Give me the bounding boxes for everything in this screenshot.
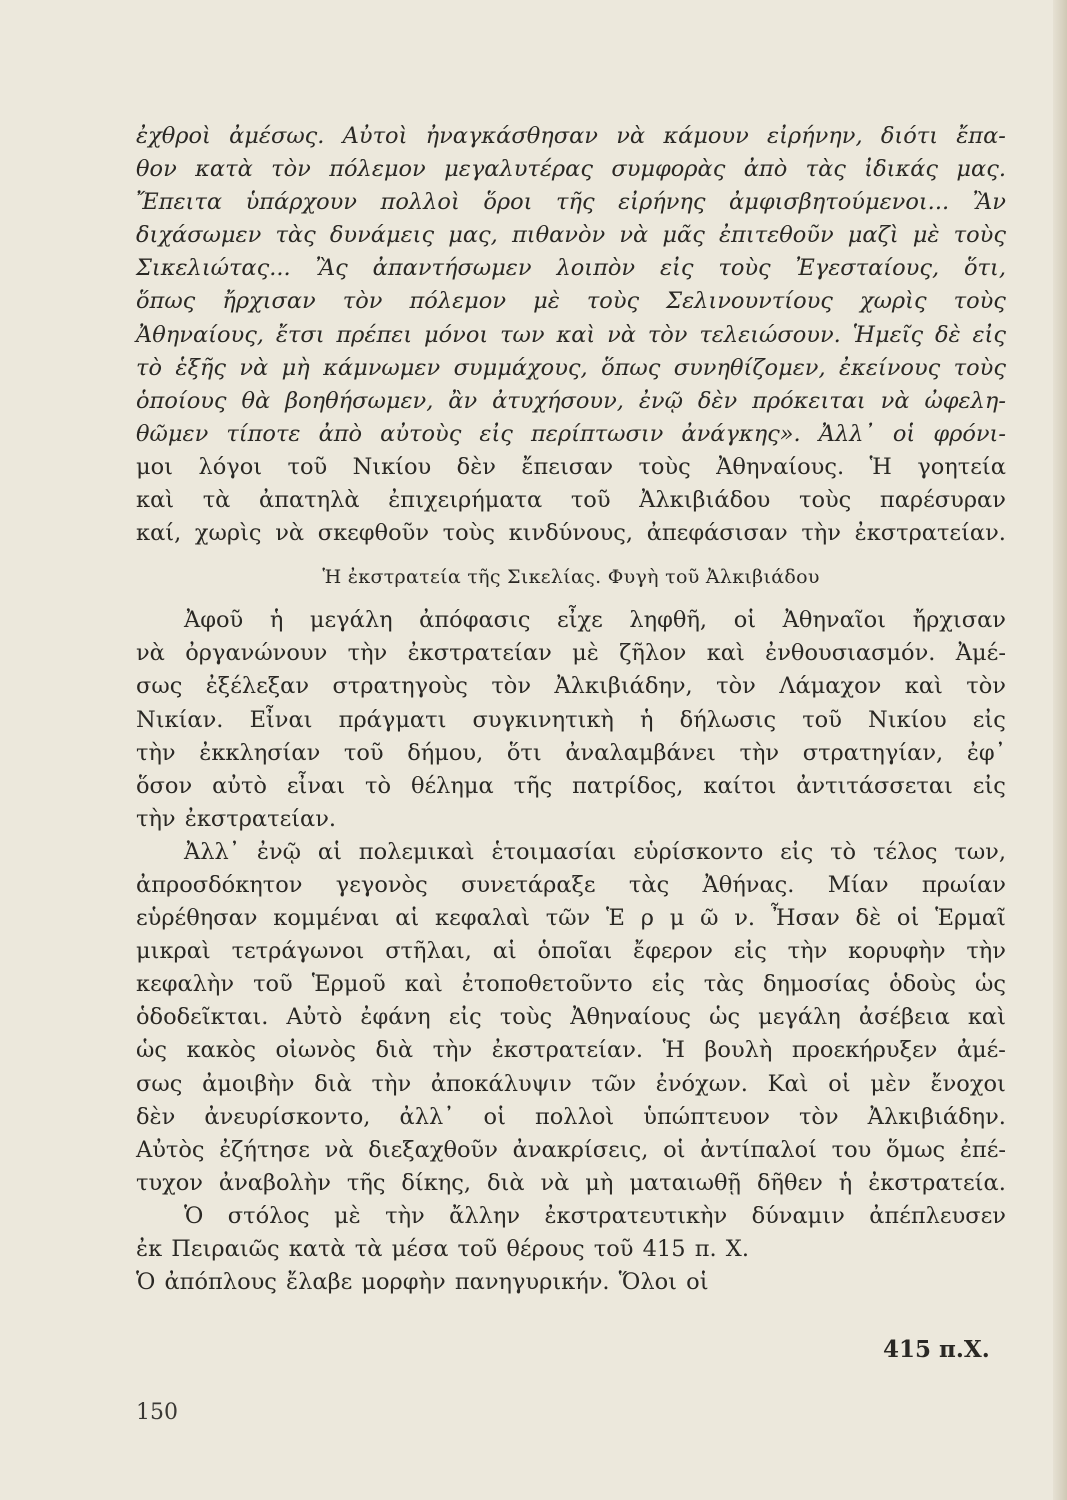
- text-line: ὡς κακὸς οἰωνὸς διὰ τὴν ἐκστρατείαν. Ἡ βουλὴ προεκήρυξεν ἀμέ-: [136, 1037, 1006, 1064]
- text-line: ὅσον αὐτὸ εἶναι τὸ θέλημα τῆς πατρίδος, καίτοι ἀντιτάσσεται εἰς: [136, 772, 1006, 799]
- text-line: Ἀφοῦ ἡ μεγάλη ἀπόφασις εἶχε ληφθῆ, οἱ Ἀθηναῖοι ἤρχισαν: [184, 607, 1006, 634]
- text-line: ὁδοδεῖκται. Αὐτὸ ἐφάνη εἰς τοὺς Ἀθηναίους ὡς μεγάλη ἀσέβεια καὶ: [136, 1004, 1006, 1031]
- text-line: Σικελιώτας... Ἂς ἀπαντήσωμεν λοιπὸν εἰς τοὺς Ἐγεσταίους, ὅτι,: [136, 255, 1006, 282]
- text-line: ἐκ Πειραιῶς κατὰ τὰ μέσα τοῦ θέρους τοῦ 415 π. Χ.: [136, 1236, 749, 1262]
- text-line: Ὁ ἀπόπλους ἔλαβε μορφὴν πανηγυρικήν. Ὅλοι οἱ: [136, 1269, 709, 1296]
- quoted-speech-section: [136, 120, 1006, 550]
- text-line: Ἔπειτα ὑπάρχουν πολλοὶ ὅροι τῆς εἰρήνης ἀμφισβητούμενοι... Ἂν: [136, 189, 1006, 216]
- text-line: μικραὶ τετράγωνοι στῆλαι, αἱ ὁποῖαι ἔφερον εἰς τὴν κορυφὴν τὴν: [136, 938, 1006, 965]
- page-number: 150: [136, 1400, 178, 1425]
- text-line: ἀπροσδόκητον γεγονὸς συνετάραξε τὰς Ἀθήνας. Μίαν πρωίαν: [136, 871, 1006, 898]
- text-line: καὶ τὰ ἀπατηλὰ ἐπιχειρήματα τοῦ Ἀλκιβιάδου τοὺς παρέσυραν: [136, 487, 1006, 514]
- text-line: καί, χωρὶς νὰ σκεφθοῦν τοὺς κινδύνους, ἀπεφάσισαν τὴν ἐκστρατείαν.: [136, 520, 1006, 547]
- text-line: Ὁ στόλος μὲ τὴν ἄλλην ἐκστρατευτικὴν δύναμιν ἀπέπλευσεν: [184, 1202, 1006, 1229]
- text-line: μοι λόγοι τοῦ Νικίου δὲν ἔπεισαν τοὺς Ἀθηναίους. Ἡ γοητεία: [136, 453, 1006, 480]
- text-line: τυχον ἀναβολὴν τῆς δίκης, διὰ νὰ μὴ ματαιωθῇ δῆθεν ἡ ἐκστρατεία.: [136, 1169, 1006, 1196]
- text-line: τὴν ἐκκλησίαν τοῦ δήμου, ὅτι ἀναλαμβάνει τὴν στρατηγίαν, ἐφ᾿: [136, 739, 1006, 766]
- section-heading: Ἡ ἐκστρατεία τῆς Σικελίας. Φυγὴ τοῦ Ἀλκιβιάδου: [322, 566, 820, 589]
- text-line: Νικίαν. Εἶναι πράγματι συγκινητικὴ ἡ δήλωσις τοῦ Νικίου εἰς: [136, 706, 1006, 733]
- text-line: εὑρέθησαν κομμέναι αἱ κεφαλαὶ τῶν Ἑ ρ μ ῶ ν. Ἦσαν δὲ οἱ Ἑρμαῖ: [136, 905, 1006, 932]
- margin-date-note: 415 π.Χ.: [883, 1336, 990, 1363]
- text-line: διχάσωμεν τὰς δυνάμεις μας, πιθανὸν νὰ μᾶς ἐπιτεθοῦν μαζὶ μὲ τοὺς: [136, 222, 1006, 249]
- text-line: Αὐτὸς ἐζήτησε νὰ διεξαχθοῦν ἀνακρίσεις, οἱ ἀντίπαλοί του ὅμως ἐπέ-: [136, 1136, 1006, 1163]
- text-line: τὸ ἑξῆς νὰ μὴ κάμνωμεν συμμάχους, ὅπως συνηθίζομεν, ἐκείνους τοὺς: [136, 354, 1006, 381]
- text-line: τὴν ἐκστρατείαν.: [136, 805, 337, 832]
- text-line: Ἀλλ᾿ ἐνῷ αἱ πολεμικαὶ ἑτοιμασίαι εὑρίσκοντο εἰς τὸ τέλος των,: [184, 838, 1006, 865]
- paragraph-departure: [136, 1200, 1006, 1299]
- text-line: κεφαλὴν τοῦ Ἑρμοῦ καὶ ἐτοποθετοῦντο εἰς τὰς δημοσίας ὁδοὺς ὡς: [136, 971, 1006, 998]
- text-line: δὲν ἀνευρίσκοντο, ἀλλ᾿ οἱ πολλοὶ ὑπώπτευον τὸν Ἀλκιβιάδην.: [136, 1103, 1006, 1130]
- text-line: ἐχθροὶ ἀμέσως. Αὐτοὶ ἠναγκάσθησαν νὰ κάμουν εἰρήνην, διότι ἔπα-: [136, 123, 1006, 149]
- paragraph-hermae: [136, 836, 1006, 1200]
- paragraph-generals: [136, 604, 1006, 836]
- text-line: νὰ ὀργανώνουν τὴν ἐκστρατείαν μὲ ζῆλον καὶ ἐνθουσιασμόν. Ἀμέ-: [136, 640, 1006, 667]
- text-line: ὅπως ἤρχισαν τὸν πόλεμον μὲ τοὺς Σελινουντίους χωρὶς τοὺς: [136, 288, 1006, 315]
- text-line: Ἀθηναίους, ἔτσι πρέπει μόνοι των καὶ νὰ τὸν τελειώσουν. Ἡμεῖς δὲ εἰς: [136, 321, 1006, 348]
- text-line: σως ἐξέλεξαν στρατηγοὺς τὸν Ἀλκιβιάδην, τὸν Λάμαχον καὶ τὸν: [136, 673, 1006, 700]
- page-edge: [1053, 0, 1067, 1500]
- body-text: [136, 120, 1006, 1299]
- text-line: ὁποίους θὰ βοηθήσωμεν, ἂν ἀτυχήσουν, ἐνῷ δὲν πρόκειται νὰ ὠφελη-: [136, 387, 1006, 414]
- text-line: θῶμεν τίποτε ἀπὸ αὐτοὺς εἰς περίπτωσιν ἀνάγκης». Ἀλλ᾿ οἱ φρόνι-: [136, 420, 1006, 447]
- text-line: θον κατὰ τὸν πόλεμον μεγαλυτέρας συμφορὰς ἀπὸ τὰς ἰδικάς μας.: [136, 156, 1006, 183]
- text-line: σως ἀμοιβὴν διὰ τὴν ἀποκάλυψιν τῶν ἐνόχων. Καὶ οἱ μὲν ἔνοχοι: [136, 1070, 1006, 1097]
